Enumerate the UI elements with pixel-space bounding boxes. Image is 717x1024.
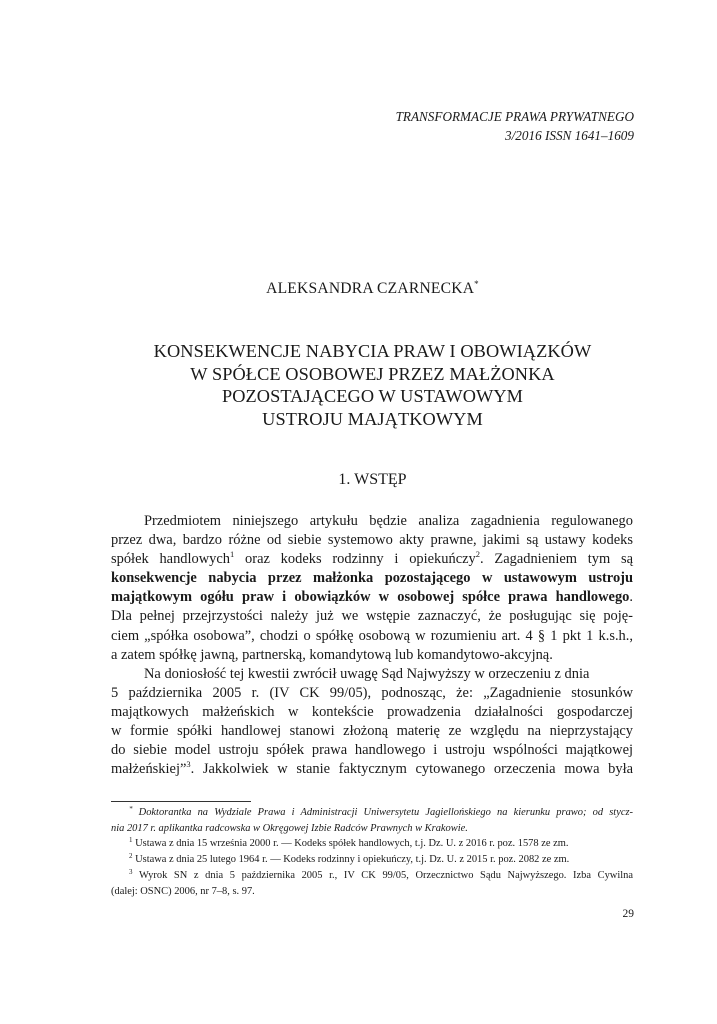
text-run: . Jakkolwiek w stanie faktycznym cytowanego orzeczenia mowa była: [190, 761, 633, 778]
footnote-mark: *: [129, 805, 133, 813]
text-line: a zatem spółkę jawną, partnerską, komandytową lub komandytowo-akcyjną.: [111, 646, 553, 663]
section-heading: 1. WSTĘP: [338, 471, 407, 488]
text-line: [111, 760, 633, 779]
title-line: KONSEKWENCJE NABYCIA PRAW I OBOWIĄZKÓW: [153, 341, 592, 361]
text-line: Na doniosłość tej kwestii zwrócił uwagę Sąd Najwyższy w orzeczeniu z dnia: [144, 665, 590, 682]
bold-text: majątkowym ogółu praw i obowiązków w osobowej spółce prawa handlowego: [111, 589, 630, 606]
text-line: w formie spółki handlowej stanowi złożoną materię ze względu na nieprzystający: [111, 723, 633, 740]
footnote-author-cont: nia 2017 r. aplikantka radcowska w Okręgowej Izbie Radców Prawnych w Krakowie.: [111, 822, 468, 834]
footnote-mark: 2: [129, 852, 133, 861]
footnote-mark: 3: [129, 867, 133, 876]
footnote-ref: 3: [186, 759, 191, 770]
footnote-text: Wyrok SN z dnia 5 października 2005 r., IV CK 99/05, Orzecznictwo Sądu Najwyższego. Izba Cywilna: [132, 869, 633, 881]
journal-header: [396, 107, 634, 145]
footnote-ref: 1: [230, 549, 235, 560]
footnote-2: [111, 852, 633, 868]
footnote-text: Ustawa z dnia 15 września 2000 r. — Kodeks spółek handlowych, t.j. Dz. U. z 2016 r. poz. 1578 ze zm.: [132, 838, 569, 850]
text-run: . Zagadnieniem tym są: [480, 551, 633, 568]
text-line: Przedmiotem niniejszego artykułu będzie analiza zagadnienia regulowanego: [144, 513, 633, 529]
article-title: [0, 340, 717, 430]
text-run: .: [629, 589, 633, 606]
text-line: przez dwa, bardzo różne od siebie systemowo akty prawne, jakimi są ustawy kodeks: [111, 532, 633, 549]
journal-issue: 3/2016 ISSN 1641–1609: [505, 128, 634, 143]
text-line: [111, 569, 633, 588]
text-line: majątkowych małżeńskich w kontekście prowadzenia działalności gospodarczej: [111, 703, 633, 720]
footnote-ref: 2: [475, 549, 481, 560]
text-line: Dla pełnej przejrzystości należy już we wstępie zaznaczyć, że posługując się poję-: [111, 608, 633, 625]
title-line: USTROJU MAJĄTKOWYM: [262, 408, 483, 429]
text-line: 5 października 2005 r. (IV CK 99/05), podnosząc, że: „Zagadnienie stosunków: [111, 684, 633, 701]
title-line: W SPÓŁCE OSOBOWEJ PRZEZ MAŁŻONKA: [190, 363, 555, 384]
author-name: ALEKSANDRA CZARNECKA: [266, 280, 475, 297]
body-text: [111, 512, 633, 779]
text-line: do siebie model ustroju spółek prawa handlowego i ustroju wspólności majątkowej: [111, 742, 633, 759]
page-number: 29: [622, 908, 634, 920]
footnote-3: [111, 868, 633, 884]
text-line: [111, 550, 633, 569]
bold-text: konsekwencje nabycia przez małżonka pozostającego w ustawowym ustroju: [111, 570, 633, 587]
footnote-mark: 1: [129, 836, 133, 845]
footnote-separator: [111, 801, 251, 802]
footnotes: [111, 805, 633, 899]
footnote-text: Doktorantka na Wydziale Prawa i Administracji Uniwersytetu Jagiellońskiego na kierunku prawo; od stycz-: [132, 807, 633, 818]
footnote-author: [111, 805, 633, 821]
footnote-3-cont: (dalej: OSNC) 2006, nr 7–8, s. 97.: [111, 885, 255, 897]
footnote-text: Ustawa z dnia 25 lutego 1964 r. — Kodeks rodzinny i opiekuńczy, t.j. Dz. U. z 2015 r. poz. 2082 ze zm.: [132, 854, 570, 866]
text-run: oraz kodeks rodzinny i opiekuńczy: [234, 551, 476, 568]
text-line: [111, 588, 633, 607]
footnote-1: [111, 836, 633, 852]
author-footnote-mark: *: [474, 279, 479, 289]
text-run: małżeńskiej”: [111, 761, 187, 778]
title-line: POZOSTAJĄCEGO W USTAWOWYM: [221, 386, 524, 406]
journal-name: TRANSFORMACJE PRAWA PRYWATNEGO: [395, 109, 634, 124]
author-line: [0, 279, 717, 298]
text-run: spółek handlowych: [111, 551, 231, 568]
text-line: ciem „spółka osobowa”, chodzi o spółkę osobową w rozumieniu art. 4 § 1 pkt 1 k.s.h.,: [111, 627, 633, 644]
